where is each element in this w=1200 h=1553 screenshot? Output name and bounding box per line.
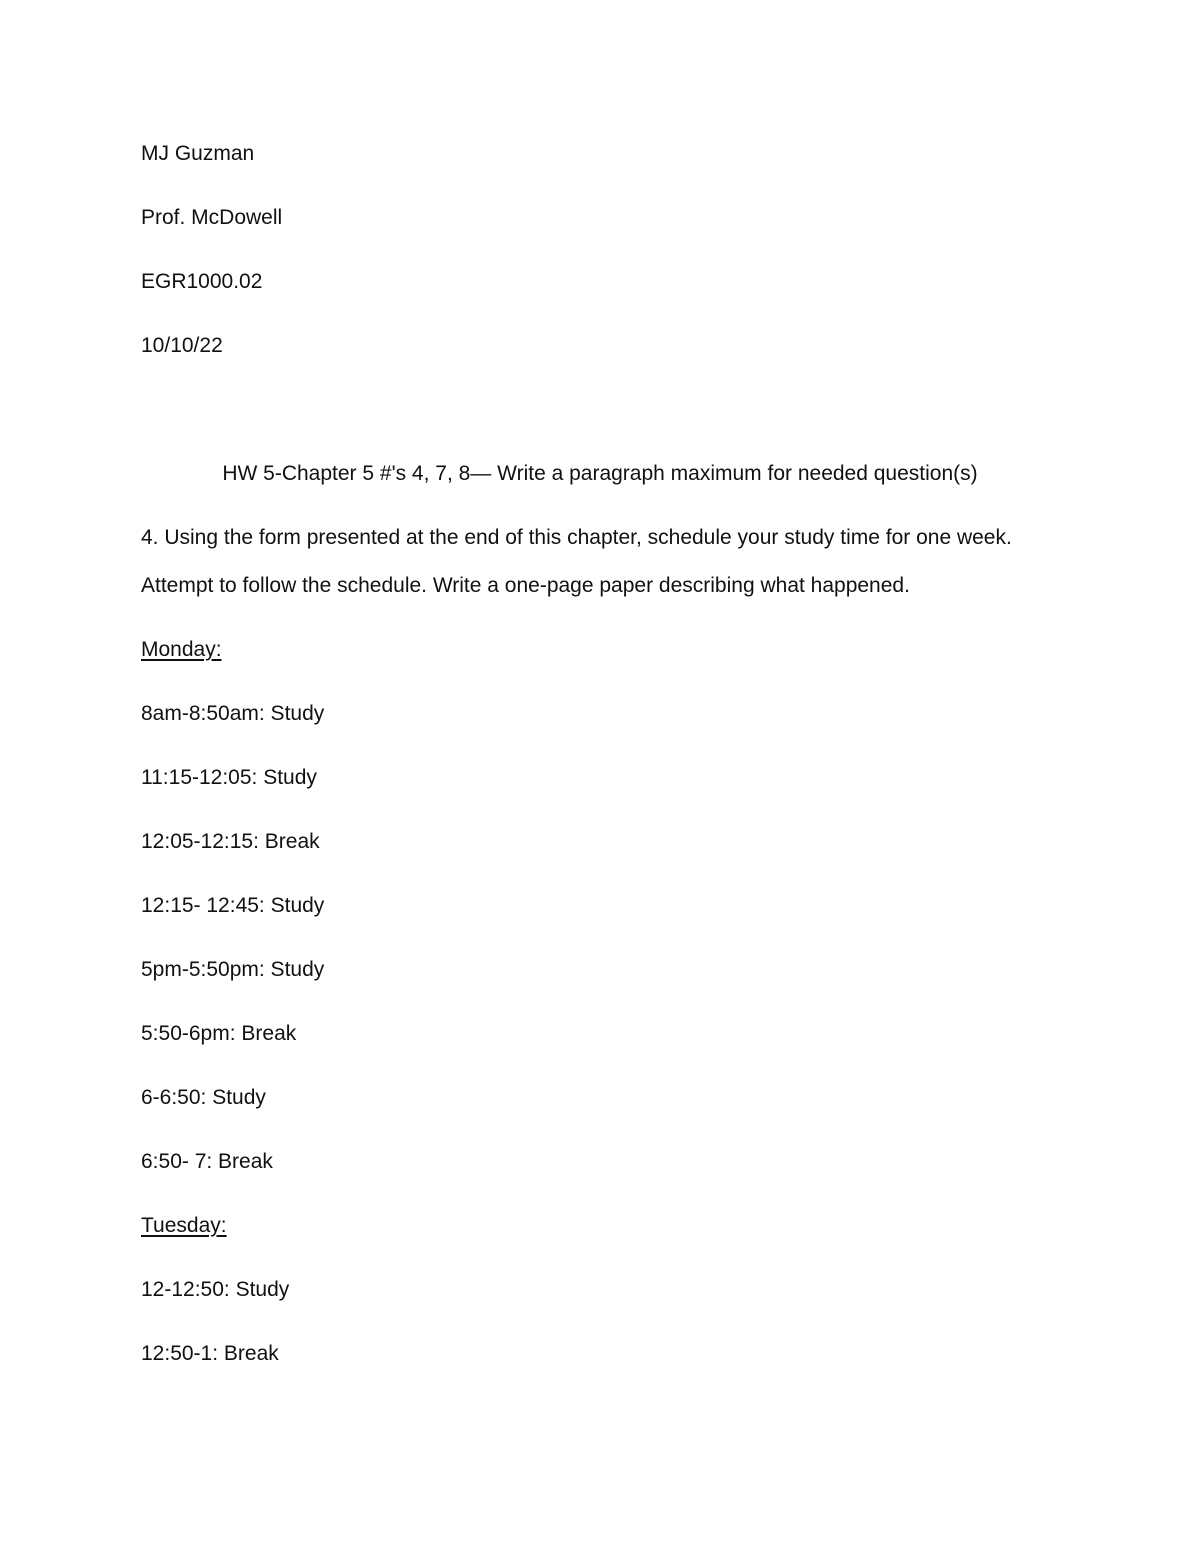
question-line-2: Attempt to follow the schedule. Write a one-page paper describing what happened. [141, 574, 910, 597]
schedule-item-tuesday-2: 12:50-1: Break [141, 1342, 279, 1365]
schedule-item-monday-4: 12:15- 12:45: Study [141, 894, 325, 917]
course-code: EGR1000.02 [141, 270, 263, 293]
question-line-1: 4. Using the form presented at the end of this chapter, schedule your study time for one week. [141, 526, 1012, 549]
author-name: MJ Guzman [141, 142, 255, 165]
tuesday-heading: Tuesday: [141, 1214, 227, 1237]
assignment-title: HW 5-Chapter 5 #'s 4, 7, 8— Write a paragraph maximum for needed question(s) [222, 462, 978, 485]
monday-heading: Monday: [141, 638, 222, 661]
schedule-item-monday-6: 5:50-6pm: Break [141, 1022, 297, 1045]
schedule-item-monday-8: 6:50- 7: Break [141, 1150, 273, 1173]
schedule-item-monday-3: 12:05-12:15: Break [141, 830, 320, 853]
schedule-item-tuesday-1: 12-12:50: Study [141, 1278, 290, 1301]
schedule-item-monday-1: 8am-8:50am: Study [141, 702, 325, 725]
schedule-item-monday-7: 6-6:50: Study [141, 1086, 266, 1109]
document-date: 10/10/22 [141, 334, 223, 357]
professor-name: Prof. McDowell [141, 206, 283, 229]
schedule-item-monday-5: 5pm-5:50pm: Study [141, 958, 325, 981]
schedule-item-monday-2: 11:15-12:05: Study [141, 766, 317, 789]
